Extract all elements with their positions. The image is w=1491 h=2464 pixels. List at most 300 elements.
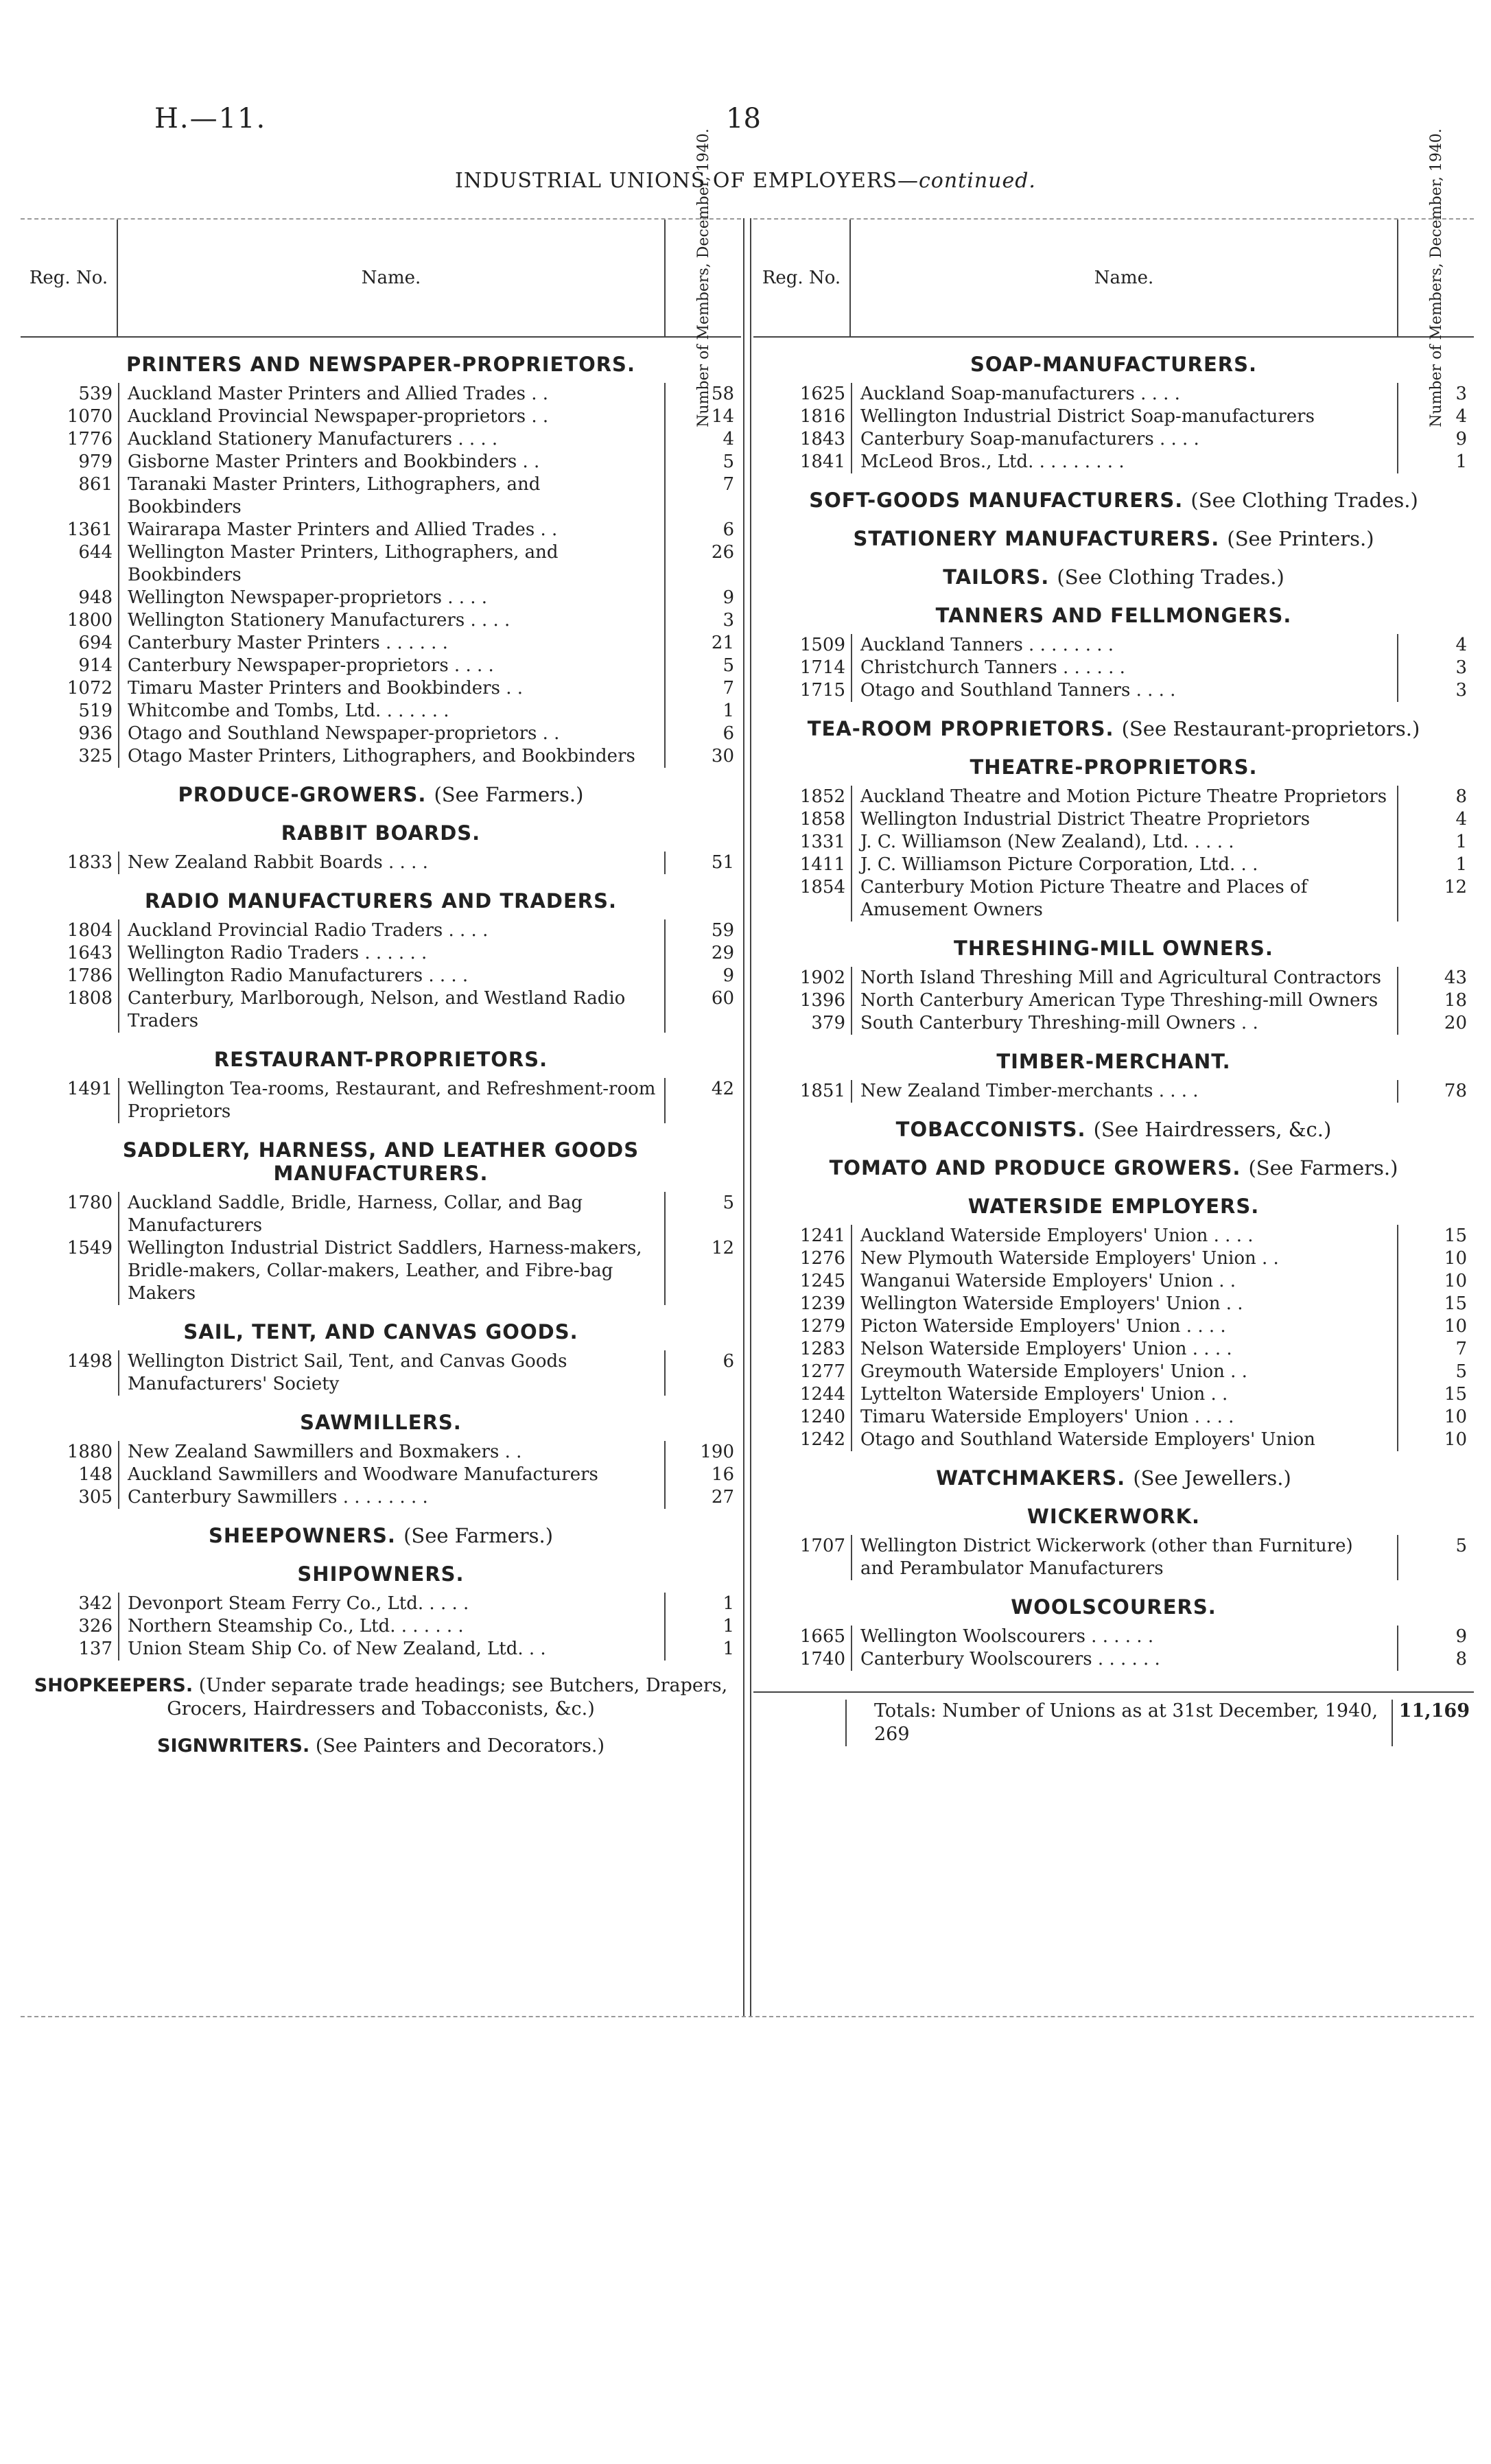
section-title-text: THRESHING-MILL OWNERS. bbox=[954, 937, 1273, 960]
section-title bbox=[21, 1320, 741, 1344]
table-row bbox=[21, 473, 741, 519]
reg-number: 1396 bbox=[799, 990, 845, 1011]
member-count: 16 bbox=[711, 1464, 734, 1485]
reg-number: 1858 bbox=[799, 809, 845, 830]
union-name: Canterbury Motion Picture Theatre and Places of Amusement Owners bbox=[851, 876, 1398, 922]
union-name: Wellington Stationery Manufacturers . . . . bbox=[118, 609, 666, 632]
member-count: 15 bbox=[1444, 1384, 1467, 1405]
section-title bbox=[753, 1595, 1474, 1619]
reg-number: 1902 bbox=[799, 967, 845, 988]
table-row bbox=[753, 1225, 1474, 1247]
member-count: 10 bbox=[1444, 1407, 1467, 1427]
member-count: 10 bbox=[1444, 1271, 1467, 1291]
table-row bbox=[753, 1293, 1474, 1315]
section-title-text: TOBACCONISTS. bbox=[895, 1118, 1086, 1141]
section bbox=[753, 489, 1474, 512]
member-count: 1 bbox=[723, 1639, 734, 1659]
reg-no-header: Reg. No. bbox=[21, 220, 118, 336]
section-title bbox=[753, 604, 1474, 627]
reg-number: 1549 bbox=[67, 1238, 113, 1258]
totals-members: 11,169 bbox=[1392, 1700, 1474, 1746]
section-title-text: STATIONERY MANUFACTURERS. bbox=[853, 527, 1220, 550]
member-count: 1 bbox=[1455, 832, 1467, 852]
member-count: 3 bbox=[723, 610, 734, 631]
table-row bbox=[753, 657, 1474, 679]
union-name: Auckland Provincial Newspaper-proprietors . . bbox=[118, 406, 666, 428]
table-row bbox=[21, 919, 741, 942]
union-name: Timaru Master Printers and Bookbinders . . bbox=[118, 677, 666, 700]
member-count: 21 bbox=[711, 633, 734, 653]
page-title-suffix: continued. bbox=[919, 169, 1036, 193]
member-count: 27 bbox=[711, 1487, 734, 1507]
section-title bbox=[753, 1466, 1474, 1490]
reg-number: 519 bbox=[78, 701, 113, 721]
table-row bbox=[753, 1080, 1474, 1103]
table-row bbox=[21, 723, 741, 745]
section-title-text: TEA-ROOM PROPRIETORS. bbox=[807, 717, 1114, 740]
reg-number: 1242 bbox=[799, 1429, 845, 1450]
section-title bbox=[753, 565, 1474, 589]
member-count: 8 bbox=[1455, 1649, 1467, 1669]
reg-number: 948 bbox=[78, 587, 113, 608]
member-count: 26 bbox=[711, 542, 734, 563]
member-count: 20 bbox=[1444, 1013, 1467, 1033]
union-name: J. C. Williamson (New Zealand), Ltd. . . . . bbox=[851, 831, 1398, 854]
reg-number: 1851 bbox=[799, 1081, 845, 1101]
member-count: 12 bbox=[711, 1238, 734, 1258]
section-title-text: WATERSIDE EMPLOYERS. bbox=[967, 1195, 1260, 1218]
table-row bbox=[21, 451, 741, 473]
member-count: 5 bbox=[723, 451, 734, 472]
union-name: Christchurch Tanners . . . . . . bbox=[851, 657, 1398, 679]
member-count: 190 bbox=[700, 1442, 734, 1462]
section-see-reference: (See Farmers.) bbox=[1248, 1156, 1398, 1180]
member-count: 10 bbox=[1444, 1316, 1467, 1337]
member-count: 4 bbox=[1455, 406, 1467, 427]
table-row bbox=[753, 634, 1474, 657]
reg-number: 914 bbox=[78, 655, 113, 676]
section bbox=[21, 1320, 741, 1396]
table-row bbox=[21, 1486, 741, 1509]
union-name: North Island Threshing Mill and Agricultural Contractors bbox=[851, 967, 1398, 989]
reg-number: 1509 bbox=[799, 635, 845, 655]
table-row bbox=[21, 1615, 741, 1638]
union-name: Greymouth Waterside Employers' Union . . bbox=[851, 1361, 1398, 1383]
union-name: New Zealand Sawmillers and Boxmakers . . bbox=[118, 1441, 666, 1464]
section-title bbox=[21, 821, 741, 845]
table-row bbox=[753, 1383, 1474, 1406]
table-row bbox=[21, 1237, 741, 1305]
union-name: Otago and Southland Tanners . . . . bbox=[851, 679, 1398, 702]
table-row bbox=[21, 541, 741, 587]
members-header-text: Number of Members, December, 1940. bbox=[695, 128, 713, 427]
union-name: Wellington District Sail, Tent, and Canvas Goods Manufacturers' Society bbox=[118, 1350, 666, 1396]
section-title bbox=[753, 755, 1474, 779]
reg-number: 1776 bbox=[67, 429, 113, 449]
table-row bbox=[21, 942, 741, 965]
section-title-text: WOOLSCOURERS. bbox=[1011, 1595, 1217, 1619]
section-see-reference: (See Clothing Trades.) bbox=[1057, 565, 1284, 589]
union-name: Otago Master Printers, Lithographers, and Bookbinders bbox=[118, 745, 666, 768]
section-title-text: SADDLERY, HARNESS, AND LEATHER GOODS MANUFACTURERS. bbox=[122, 1138, 639, 1185]
member-count: 58 bbox=[711, 384, 734, 404]
section-title-text: PRODUCE-GROWERS. bbox=[178, 783, 427, 806]
shopkeepers-note bbox=[21, 1674, 741, 1721]
table-row bbox=[21, 383, 741, 406]
table-row bbox=[21, 1638, 741, 1661]
union-name: New Zealand Timber-merchants . . . . bbox=[851, 1080, 1398, 1103]
union-name: Wellington Industrial District Soap-manufacturers bbox=[851, 406, 1398, 428]
member-count: 10 bbox=[1444, 1429, 1467, 1450]
union-name: Wellington Master Printers, Lithographers, and Bookbinders bbox=[118, 541, 666, 587]
union-name: Canterbury Soap-manufacturers . . . . bbox=[851, 428, 1398, 451]
reg-number: 1740 bbox=[799, 1649, 845, 1669]
section-title-text: SOFT-GOODS MANUFACTURERS. bbox=[809, 489, 1184, 512]
members-header-right bbox=[1400, 128, 1474, 427]
section bbox=[21, 783, 741, 806]
section bbox=[753, 1050, 1474, 1103]
totals-row bbox=[753, 1691, 1474, 1746]
member-count: 5 bbox=[1455, 1536, 1467, 1556]
section bbox=[753, 604, 1474, 702]
union-name: New Zealand Rabbit Boards . . . . bbox=[118, 852, 666, 874]
union-name: Auckland Master Printers and Allied Trades . . bbox=[118, 383, 666, 406]
table-row bbox=[753, 1535, 1474, 1580]
union-name: Whitcombe and Tombs, Ltd. . . . . . . bbox=[118, 700, 666, 723]
reg-number: 1714 bbox=[799, 657, 845, 678]
section-title-text: THEATRE-PROPRIETORS. bbox=[970, 755, 1258, 779]
union-name: Auckland Sawmillers and Woodware Manufacturers bbox=[118, 1464, 666, 1486]
section-title bbox=[21, 1524, 741, 1547]
table-row bbox=[21, 632, 741, 655]
union-name: Auckland Provincial Radio Traders . . . . bbox=[118, 919, 666, 942]
section-title-text: RADIO MANUFACTURERS AND TRADERS. bbox=[144, 889, 618, 913]
section bbox=[753, 755, 1474, 922]
union-name: Nelson Waterside Employers' Union . . . . bbox=[851, 1338, 1398, 1361]
section bbox=[21, 353, 741, 768]
member-count: 8 bbox=[1455, 786, 1467, 807]
table-row bbox=[21, 1192, 741, 1237]
union-name: Wellington Tea-rooms, Restaurant, and Refreshment-room Proprietors bbox=[118, 1078, 666, 1123]
member-count: 9 bbox=[723, 587, 734, 608]
page-number: 18 bbox=[726, 103, 761, 134]
table-row bbox=[21, 1350, 741, 1396]
union-name: Canterbury Master Printers . . . . . . bbox=[118, 632, 666, 655]
document-reference: H.—11. bbox=[154, 103, 267, 134]
member-count: 4 bbox=[1455, 635, 1467, 655]
section-title-text: SOAP-MANUFACTURERS. bbox=[970, 353, 1258, 376]
table-row bbox=[21, 677, 741, 700]
member-count: 42 bbox=[711, 1079, 734, 1099]
table-row bbox=[753, 1012, 1474, 1035]
union-name: Wellington District Wickerwork (other than Furniture) and Perambulator Manufacturers bbox=[851, 1535, 1398, 1580]
member-count: 4 bbox=[1455, 809, 1467, 830]
section-title bbox=[753, 1050, 1474, 1073]
reg-number: 1498 bbox=[67, 1351, 113, 1372]
section-see-reference: (See Clothing Trades.) bbox=[1190, 489, 1418, 512]
reg-number: 1833 bbox=[67, 852, 113, 873]
section bbox=[21, 1562, 741, 1661]
member-count: 9 bbox=[1455, 429, 1467, 449]
reg-number: 936 bbox=[78, 723, 113, 744]
section bbox=[753, 937, 1474, 1035]
member-count: 78 bbox=[1444, 1081, 1467, 1101]
member-count: 51 bbox=[711, 852, 734, 873]
table-row bbox=[21, 1441, 741, 1464]
section-title-text: SAIL, TENT, AND CANVAS GOODS. bbox=[183, 1320, 578, 1344]
left-table-body bbox=[21, 353, 741, 1661]
reg-number: 1239 bbox=[799, 1293, 845, 1314]
member-count: 14 bbox=[711, 406, 734, 427]
section-see-reference: (See Farmers.) bbox=[403, 1524, 554, 1547]
section-title-text: RABBIT BOARDS. bbox=[281, 821, 481, 845]
union-name: Union Steam Ship Co. of New Zealand, Ltd. . . bbox=[118, 1638, 666, 1661]
section bbox=[21, 889, 741, 1033]
section-title-text: WATCHMAKERS. bbox=[936, 1466, 1126, 1490]
table-row bbox=[21, 745, 741, 768]
table-row bbox=[753, 876, 1474, 922]
table-row bbox=[753, 383, 1474, 406]
section-title-text: SAWMILLERS. bbox=[300, 1411, 462, 1434]
union-name: Wairarapa Master Printers and Allied Trades . . bbox=[118, 519, 666, 541]
union-name: Wellington Industrial District Theatre Proprietors bbox=[851, 808, 1398, 831]
member-count: 3 bbox=[1455, 680, 1467, 701]
reg-no-header-right: Reg. No. bbox=[753, 220, 851, 336]
section bbox=[753, 527, 1474, 550]
section-title bbox=[753, 1118, 1474, 1141]
member-count: 6 bbox=[723, 723, 734, 744]
reg-number: 1361 bbox=[67, 519, 113, 540]
reg-number: 1841 bbox=[799, 451, 845, 472]
union-name: Northern Steamship Co., Ltd. . . . . . . bbox=[118, 1615, 666, 1638]
union-name: Auckland Waterside Employers' Union . . . . bbox=[851, 1225, 1398, 1247]
section bbox=[753, 1595, 1474, 1671]
signwriters-title: SIGNWRITERS. bbox=[157, 1735, 310, 1757]
table-row bbox=[21, 1593, 741, 1615]
member-count: 3 bbox=[1455, 384, 1467, 404]
reg-number: 1707 bbox=[799, 1536, 845, 1556]
section bbox=[753, 1195, 1474, 1451]
table-row bbox=[753, 831, 1474, 854]
reg-number: 1643 bbox=[67, 943, 113, 963]
union-name: Timaru Waterside Employers' Union . . . . bbox=[851, 1406, 1398, 1429]
reg-number: 1276 bbox=[799, 1248, 845, 1269]
member-count: 5 bbox=[723, 655, 734, 676]
table-row bbox=[753, 1361, 1474, 1383]
reg-number: 1241 bbox=[799, 1225, 845, 1246]
name-header-right: Name. bbox=[851, 220, 1398, 336]
table-row bbox=[753, 808, 1474, 831]
table-row bbox=[753, 1270, 1474, 1293]
table-row bbox=[21, 587, 741, 609]
section-title bbox=[753, 1195, 1474, 1218]
reg-number: 1625 bbox=[799, 384, 845, 404]
signwriters-text: (See Painters and Decorators.) bbox=[315, 1735, 604, 1757]
union-name: Gisborne Master Printers and Bookbinders . . bbox=[118, 451, 666, 473]
member-count: 1 bbox=[1455, 854, 1467, 875]
table-row bbox=[21, 406, 741, 428]
table-row bbox=[753, 406, 1474, 428]
section-see-reference: (See Printers.) bbox=[1227, 527, 1374, 550]
table-row bbox=[753, 451, 1474, 473]
bottom-rule bbox=[21, 2016, 1474, 2017]
section-title bbox=[753, 353, 1474, 376]
section bbox=[753, 1156, 1474, 1180]
reg-number: 342 bbox=[78, 1593, 113, 1614]
union-name: North Canterbury American Type Threshing-mill Owners bbox=[851, 989, 1398, 1012]
reg-number: 1852 bbox=[799, 786, 845, 807]
section-see-reference: (See Farmers.) bbox=[434, 783, 584, 806]
union-name: Picton Waterside Employers' Union . . . . bbox=[851, 1315, 1398, 1338]
table-row bbox=[753, 854, 1474, 876]
table-row bbox=[21, 1464, 741, 1486]
union-name: Auckland Tanners . . . . . . . . bbox=[851, 634, 1398, 657]
member-count: 1 bbox=[723, 1616, 734, 1636]
member-count: 60 bbox=[711, 988, 734, 1009]
section-title bbox=[21, 1138, 741, 1185]
page-header bbox=[0, 103, 1491, 144]
union-name: Auckland Stationery Manufacturers . . . . bbox=[118, 428, 666, 451]
table-row bbox=[753, 1648, 1474, 1671]
member-count: 1 bbox=[723, 701, 734, 721]
reg-number: 1277 bbox=[799, 1361, 845, 1382]
union-name: Canterbury Woolscourers . . . . . . bbox=[851, 1648, 1398, 1671]
section bbox=[21, 821, 741, 874]
member-count: 7 bbox=[723, 678, 734, 699]
member-count: 59 bbox=[711, 920, 734, 941]
reg-number: 1240 bbox=[799, 1407, 845, 1427]
section-title bbox=[753, 937, 1474, 960]
table-row bbox=[753, 1626, 1474, 1648]
table-row bbox=[21, 428, 741, 451]
table-row bbox=[753, 1315, 1474, 1338]
member-count: 15 bbox=[1444, 1225, 1467, 1246]
member-count: 10 bbox=[1444, 1248, 1467, 1269]
right-table-body bbox=[753, 353, 1474, 1671]
union-name: Auckland Saddle, Bridle, Harness, Collar, and Bag Manufacturers bbox=[118, 1192, 666, 1237]
union-name: Taranaki Master Printers, Lithographers, and Bookbinders bbox=[118, 473, 666, 519]
union-name: South Canterbury Threshing-mill Owners . . bbox=[851, 1012, 1398, 1035]
reg-number: 1780 bbox=[67, 1193, 113, 1213]
section-title bbox=[753, 717, 1474, 740]
section bbox=[21, 1138, 741, 1305]
union-name: Auckland Theatre and Motion Picture Theatre Proprietors bbox=[851, 786, 1398, 808]
union-name: Wellington Newspaper-proprietors . . . . bbox=[118, 587, 666, 609]
section-title-text: SHEEPOWNERS. bbox=[208, 1524, 396, 1547]
reg-number: 1245 bbox=[799, 1271, 845, 1291]
section-title bbox=[753, 1156, 1474, 1180]
section bbox=[21, 1411, 741, 1509]
reg-number: 1804 bbox=[67, 920, 113, 941]
section bbox=[21, 1524, 741, 1547]
member-count: 4 bbox=[723, 429, 734, 449]
reg-number: 326 bbox=[78, 1616, 113, 1636]
section bbox=[21, 1048, 741, 1123]
reg-number: 539 bbox=[78, 384, 113, 404]
reg-number: 1411 bbox=[799, 854, 845, 875]
section-title-text: SHIPOWNERS. bbox=[297, 1562, 465, 1586]
reg-number: 1070 bbox=[67, 406, 113, 427]
section-title bbox=[21, 783, 741, 806]
reg-number: 979 bbox=[78, 451, 113, 472]
page-title-text: INDUSTRIAL UNIONS OF EMPLOYERS— bbox=[455, 169, 919, 193]
section-title bbox=[21, 889, 741, 913]
reg-number: 325 bbox=[78, 746, 113, 766]
union-name: Wanganui Waterside Employers' Union . . bbox=[851, 1270, 1398, 1293]
totals-label: Totals: Number of Unions as at 31st December, 1940, 269 bbox=[845, 1700, 1392, 1746]
table-row bbox=[753, 786, 1474, 808]
reg-number: 1854 bbox=[799, 877, 845, 897]
reg-number: 1715 bbox=[799, 680, 845, 701]
table-row bbox=[21, 965, 741, 987]
table-row bbox=[21, 655, 741, 677]
member-count: 30 bbox=[711, 746, 734, 766]
member-count: 5 bbox=[1455, 1361, 1467, 1382]
signwriters-note bbox=[21, 1735, 741, 1758]
table-row bbox=[21, 519, 741, 541]
section-title bbox=[21, 353, 741, 376]
section-title bbox=[753, 489, 1474, 512]
reg-number: 1491 bbox=[67, 1079, 113, 1099]
reg-number: 694 bbox=[78, 633, 113, 653]
union-name: Devonport Steam Ferry Co., Ltd. . . . . bbox=[118, 1593, 666, 1615]
member-count: 7 bbox=[1455, 1339, 1467, 1359]
reg-number: 1816 bbox=[799, 406, 845, 427]
member-count: 18 bbox=[1444, 990, 1467, 1011]
union-name: Wellington Waterside Employers' Union . . bbox=[851, 1293, 1398, 1315]
table-row bbox=[21, 1078, 741, 1123]
reg-number: 1279 bbox=[799, 1316, 845, 1337]
section-title-text: WICKERWORK. bbox=[1026, 1505, 1201, 1528]
reg-number: 1331 bbox=[799, 832, 845, 852]
member-count: 9 bbox=[1455, 1626, 1467, 1647]
section-title bbox=[21, 1562, 741, 1586]
reg-number: 1283 bbox=[799, 1339, 845, 1359]
union-name: Wellington Radio Manufacturers . . . . bbox=[118, 965, 666, 987]
table-row bbox=[753, 428, 1474, 451]
union-name: McLeod Bros., Ltd. . . . . . . . . bbox=[851, 451, 1398, 473]
reg-number: 379 bbox=[811, 1013, 845, 1033]
member-count: 3 bbox=[1455, 657, 1467, 678]
name-header: Name. bbox=[118, 220, 666, 336]
reg-number: 1244 bbox=[799, 1384, 845, 1405]
member-count: 9 bbox=[723, 965, 734, 986]
section-see-reference: (See Jewellers.) bbox=[1133, 1466, 1291, 1490]
table-row bbox=[753, 679, 1474, 702]
section-title-text: TANNERS AND FELLMONGERS. bbox=[935, 604, 1292, 627]
table-row bbox=[753, 1338, 1474, 1361]
table-row bbox=[21, 987, 741, 1033]
reg-number: 1072 bbox=[67, 678, 113, 699]
union-name: Lyttelton Waterside Employers' Union . . bbox=[851, 1383, 1398, 1406]
member-count: 6 bbox=[723, 519, 734, 540]
section-title bbox=[21, 1048, 741, 1071]
member-count: 5 bbox=[723, 1193, 734, 1213]
table-row bbox=[21, 609, 741, 632]
member-count: 29 bbox=[711, 943, 734, 963]
section bbox=[753, 353, 1474, 473]
section-see-reference: (See Hairdressers, &c.) bbox=[1093, 1118, 1332, 1141]
reg-number: 148 bbox=[78, 1464, 113, 1485]
member-count: 1 bbox=[1455, 451, 1467, 472]
union-name: Wellington Industrial District Saddlers, Harness-makers, Bridle-makers, Collar-makers, Leather, and Fibre-bag Makers bbox=[118, 1237, 666, 1305]
union-name: Otago and Southland Waterside Employers' Union bbox=[851, 1429, 1398, 1451]
column-divider-inner bbox=[750, 218, 751, 2016]
section bbox=[753, 1118, 1474, 1141]
reg-number: 137 bbox=[78, 1639, 113, 1659]
section-title bbox=[753, 527, 1474, 550]
union-name: Otago and Southland Newspaper-proprietors . . bbox=[118, 723, 666, 745]
